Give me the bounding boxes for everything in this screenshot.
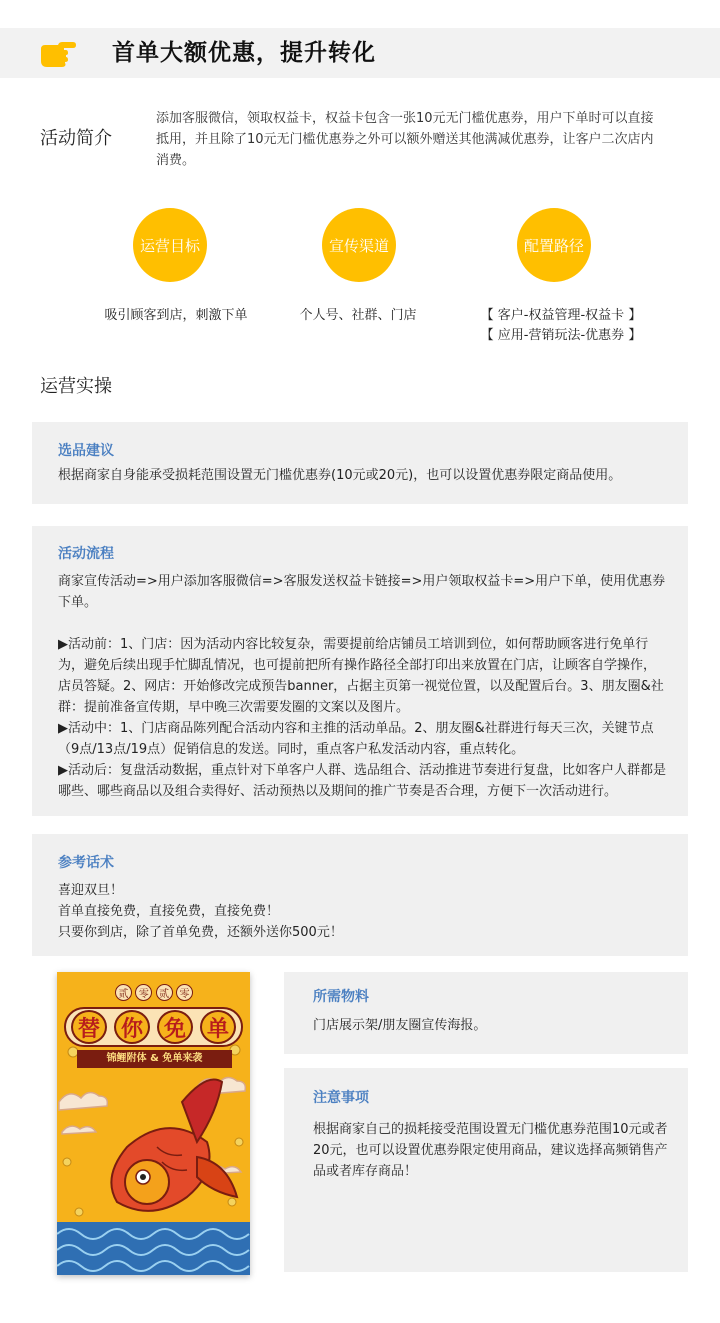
materials-card-title: 所需物料 xyxy=(313,989,369,1005)
flow-steps: 商家宣传活动=>用户添加客服微信=>客服发送权益卡链接=>用户领取权益卡=>用户下单，使用优惠券下单。 xyxy=(58,574,666,610)
config-caption xyxy=(466,306,656,346)
config-caption-line: 【 客户-权益管理-权益卡 】 xyxy=(480,308,642,323)
channel-circle-label: 宣传渠道 xyxy=(328,236,389,255)
poster-headline-char: 替 xyxy=(71,1010,107,1044)
script-card-title: 参考话术 xyxy=(58,855,114,871)
channel-caption: 个人号、社群、门店 xyxy=(299,308,417,323)
script-card xyxy=(32,834,688,956)
header-banner xyxy=(0,28,720,78)
flow-after: ▶活动后：复盘活动数据，重点针对下单客户人群、选品组合、活动推进节奏进行复盘，比如客户人群都是哪些、哪些商品以及组合卖得好、活动预热以及期间的推广节奏是否合理，方便下一次活动进行。 xyxy=(58,763,666,799)
goal-caption: 吸引顾客到店，刺激下单 xyxy=(104,308,248,323)
config-circle xyxy=(517,208,591,282)
promo-poster-image xyxy=(57,972,250,1275)
flow-card-body xyxy=(58,571,668,802)
poster-year-char: 贰 xyxy=(156,984,173,1001)
selection-card-text: 根据商家自身能承受损耗范围设置无门槛优惠券(10元或20元)，也可以设置优惠券限定商品使用。 xyxy=(58,468,622,483)
poster-headline xyxy=(71,1010,236,1044)
channel-circle xyxy=(322,208,396,282)
goal-circle-label: 运营目标 xyxy=(139,236,200,255)
materials-card-text: 门店展示架/朋友圈宣传海报。 xyxy=(313,1018,487,1033)
poster-subtitle: 锦鲤附体 & 免单来袭 xyxy=(106,1053,203,1064)
pointing-hand-icon xyxy=(38,38,76,68)
poster-headline-char: 单 xyxy=(200,1010,236,1044)
intro-text: 添加客服微信，领取权益卡，权益卡包含一张10元无门槛优惠券，用户下单时可以直接抵用，并且除了10元无门槛优惠券之外可以额外赠送其他满减优惠券，让客户二次店内消费。 xyxy=(156,111,654,168)
script-line: 只要你到店，除了首单免费，还额外送你500元！ xyxy=(58,925,343,940)
config-caption-line: 【 应用-营销玩法-优惠券 】 xyxy=(480,328,642,343)
flow-card-title: 活动流程 xyxy=(58,546,114,562)
poster-year-chars xyxy=(115,984,193,1001)
poster-year-char: 零 xyxy=(176,984,193,1001)
poster-year-char: 零 xyxy=(135,984,152,1001)
config-circle-label: 配置路径 xyxy=(523,236,584,255)
poster-headline-char: 免 xyxy=(157,1010,193,1044)
selection-card xyxy=(32,422,688,504)
materials-card xyxy=(284,972,688,1054)
script-line: 喜迎双旦！ xyxy=(58,883,124,898)
notes-card-title: 注意事项 xyxy=(313,1090,369,1106)
notes-card xyxy=(284,1068,688,1272)
script-card-body xyxy=(58,880,668,943)
poster-year-char: 贰 xyxy=(115,984,132,1001)
flow-before: ▶活动前：1、门店：因为活动内容比较复杂，需要提前给店铺员工培训到位，如何帮助顾客进行免单行为，避免后续出现手忙脚乱情况，也可提前把所有操作路径全部打印出来放置在门店，让顾客自学操作，店员答疑。2、网店：开始修改完成预告banner，占据主页第一视觉位置，以及配置后台。3、朋友圈&社群：提前准备宣传期，早中晚三次需要发圈的文案以及图片。 xyxy=(58,637,664,715)
flow-card xyxy=(32,526,688,816)
script-line: 首单直接免费，直接免费，直接免费！ xyxy=(58,904,280,919)
selection-card-title: 选品建议 xyxy=(58,443,114,459)
flow-during: ▶活动中：1、门店商品陈列配合活动内容和主推的活动单品。2、朋友圈&社群进行每天三次，关键节点（9点/13点/19点）促销信息的发送。同时，重点客户私发活动内容，重点转化。 xyxy=(58,721,654,757)
ops-section-title: 运营实操 xyxy=(40,376,112,397)
notes-card-text: 根据商家自己的损耗接受范围设置无门槛优惠券范围10元或者20元，也可以设置优惠券限定使用商品，建议选择高频销售产品或者库存商品！ xyxy=(313,1122,668,1179)
page-title: 首单大额优惠，提升转化 xyxy=(112,40,376,66)
poster-headline-char: 你 xyxy=(114,1010,150,1044)
intro-label: 活动简介 xyxy=(40,128,112,149)
goal-circle xyxy=(133,208,207,282)
